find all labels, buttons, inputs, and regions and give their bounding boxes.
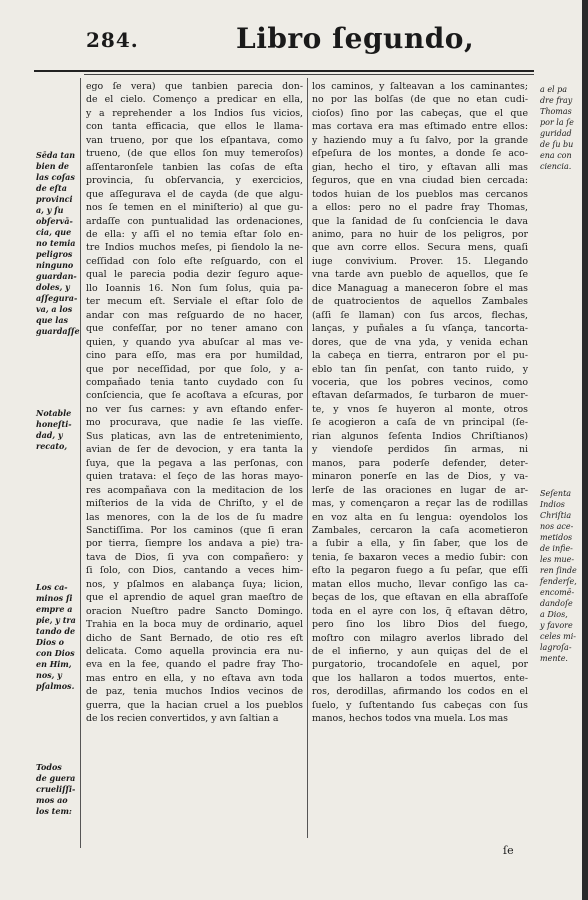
text-line: ſuelo, y ſuſtentando ſus cabeças con ſus (312, 699, 528, 711)
margin-note-line: Dios o (36, 637, 64, 647)
text-line: dice Managuag a maneceron ſobre el mas (312, 282, 528, 294)
text-line: de el cielo. Començo a predicar en ella, (86, 94, 303, 106)
margin-note-line: ninguno (36, 260, 74, 270)
text-line: mo procurava, que nadie ſe las vieſſe. (86, 417, 303, 429)
margin-note-line: de eſta (36, 183, 67, 193)
margin-note-line: crueliſſi- (36, 784, 76, 794)
text-line: gian, hecho el tiro, y eſtavan alli mas (312, 161, 528, 173)
margin-note-line: lagroſa- (540, 643, 572, 652)
text-line: conſciencia, que ſe acoſtava a eſcuras, por (86, 390, 303, 402)
margin-note-line: mente. (540, 654, 568, 663)
text-line: los caminos, y ſalteavan a los caminantes; (312, 81, 528, 92)
text-line: cioſos) ſino por las cabeças, que el que (312, 107, 528, 119)
text-line: tenia, ſe baxaron veces a medio ſubir: con (312, 551, 528, 563)
text-line: Sanctiſſima. Por los caminos (que ſi eran (86, 524, 303, 536)
text-line: que por neceſſidad, por que ſolo, y a- (86, 363, 303, 375)
margin-note-line: provinci (36, 194, 73, 204)
text-line: delicata. Como aquella provincia era nu- (86, 646, 303, 658)
text-line: que aſſegurava el de cayda (de que algu- (86, 188, 303, 200)
text-line: moſtro con milagro averlos librado del (312, 632, 528, 644)
text-line: que avn corre ellos. Secura mens, quaſi (312, 242, 528, 254)
text-line: ſe acogieron a caſa de vn principal (ſe- (312, 417, 528, 429)
text-line: res acompañava con la meditacion de los (86, 484, 303, 496)
text-line: ego ſe vera) que tanbien parecia don- (86, 81, 303, 92)
text-line: nos ſe temen en el miniſterio) al que gu- (86, 202, 303, 214)
text-line: qual le parecia podia dezir ſeguro aque- (86, 269, 303, 281)
header-rule (34, 70, 534, 72)
margin-note-left-1 (36, 150, 78, 337)
text-line: andar con mas reſguardo de no hacer, (86, 309, 303, 321)
left-text-column (86, 80, 303, 726)
text-line: mas, y començaron a reçar las de rodillas (312, 498, 528, 510)
text-line: eſpeſura de los montes, a donde ſe aco- (312, 148, 528, 160)
margin-note-line: de infie- (540, 544, 573, 553)
margin-note-right-2 (540, 488, 580, 664)
text-line: quien tratava: el ſeço de las horas mayo- (86, 471, 303, 483)
text-line: de los recien convertidos, y avn ſaltian a (86, 713, 279, 725)
text-line: minaron ponerſe en las de Dios, y va- (312, 471, 528, 483)
column-divider (307, 78, 308, 838)
text-line: que el aprendio de aquel gran maeſtro de (86, 592, 303, 604)
margin-note-line: mos ao (36, 795, 68, 805)
text-line: de el infierno, y aun quiças del de el (312, 646, 528, 658)
margin-note-line: con Dios (36, 648, 75, 658)
text-line: con tanta efficacia, que ellos le llama- (86, 121, 303, 133)
margin-note-line: de ſu bu (540, 140, 574, 149)
margin-note-left-2 (36, 408, 78, 452)
margin-note-line: bien de (36, 161, 70, 171)
text-line: cino para eſſo, mas era por humildad, (86, 350, 303, 362)
text-line: Sus platicas, avn las de entretenimiento, (86, 430, 303, 442)
text-line: miſterios de la vida de Chriſto, y el de (86, 498, 303, 510)
text-line: lerſe de las oraciones en lugar de ar- (312, 484, 528, 496)
text-line: trueno, (de que ellos ſon muy temeroſos) (86, 148, 303, 160)
text-line: llo Ioannis 16. Non ſum ſolus, quia pa- (86, 282, 303, 294)
margin-note-line: peligros (36, 249, 73, 259)
text-line: eblo tan ſin penſat, con tanto ruido, y (312, 363, 528, 375)
catchword: ſe (503, 844, 514, 857)
text-line: manos, para poderſe defender, deter- (312, 457, 528, 469)
text-line: guerra, que la hacian cruel a los pueblos (86, 699, 303, 711)
margin-note-line: doles, y (36, 282, 70, 292)
margin-note-line: ren ſinde (540, 566, 577, 575)
margin-note-line: y favore (540, 621, 573, 630)
text-line: que la ſanidad de ſu conſciencia le dava (312, 215, 528, 227)
margin-note-line: de guera (36, 773, 76, 783)
text-line: voceria, que los pobres vecinos, como (312, 376, 528, 388)
text-line: toda en el ayre con los, q̃ eſtavan dētro, (312, 605, 528, 617)
text-line: compañado tenia tanto cuydado con ſu (86, 376, 303, 388)
text-line: a ellos: pero no el padre fray Thomas, (312, 202, 528, 214)
text-line: ter mecum eſt. Serviale el eſtar ſolo de (86, 296, 303, 308)
text-line: de ella: y aſſi el no temia eſtar ſolo en- (86, 228, 303, 240)
text-line: quien, y quando yva abuſcar al mas ve- (86, 336, 303, 348)
margin-note-line: dad, y (36, 430, 63, 440)
margin-note-line: Todos (36, 762, 62, 772)
text-line: provincia, ſu obſervancia, y exercicios, (86, 175, 303, 187)
text-line: ros, derodillas, afirmando los codos en el (312, 686, 528, 698)
margin-note-line: dre fray (540, 96, 573, 105)
margin-note-line: pſalmos. (36, 681, 75, 691)
text-line: en voz alta en ſu lengua: oyendolos los (312, 511, 528, 523)
margin-note-line: tando de (36, 626, 76, 636)
text-line: eſtavan deſarmados, ſe turbaron de muer- (312, 390, 528, 402)
margin-note-line: dandoſe (540, 599, 573, 608)
margin-note-line: a Dios, (540, 610, 568, 619)
margin-note-line: los tem: (36, 806, 72, 816)
margin-note-line: aſſegura- (36, 293, 78, 303)
margin-note-line: pie, y tra (36, 615, 76, 625)
text-line: van trueno, por que los eſpantava, como (86, 134, 303, 146)
margin-note-line: obſervā- (36, 216, 73, 226)
margin-note-line: nos, y (36, 670, 62, 680)
text-line: y a reprehender a los Indios ſus vicios, (86, 107, 303, 119)
text-line: nos, y pſalmos en alabança ſuya; licion, (86, 578, 303, 590)
text-line: purgatorio, trocandoſele en aquel, por (312, 659, 528, 671)
text-line: y viendoſe perdidos ſin armas, ni (312, 444, 528, 456)
text-line: ceſſidad con ſolo eſte reſguardo, con el (86, 255, 303, 267)
text-line: y haziendo muy a ſu ſalvo, por la grande (312, 134, 528, 146)
text-line: ardaſſe con puntualidad las ordenaciones, (86, 215, 303, 227)
text-line: de quatrocientos de aquellos Zambales (312, 296, 528, 308)
text-line: dicho de Sant Bernado, de otio res eſt (86, 632, 303, 644)
margin-note-right-1 (540, 84, 580, 172)
margin-note-line: Sēda tan (36, 150, 76, 160)
header-rule-thin (84, 74, 534, 75)
text-line: que los hallaron a todos muertos, ente- (312, 672, 528, 684)
margin-note-line: ciencia. (540, 162, 572, 171)
margin-note-line: guardan- (36, 271, 77, 281)
margin-note-line: a, y ſu (36, 205, 64, 215)
margin-note-line: guardaſſe (36, 326, 80, 336)
margin-note-line: recato, (36, 441, 68, 451)
text-line: por tierra, ſiempre los andava a pie) tra- (86, 538, 303, 550)
text-line: te, y vnos ſe huyeron al monte, otros (312, 403, 528, 415)
text-line: lanças, y puñales a ſu vſança, tancorta- (312, 323, 528, 335)
right-text-column (312, 80, 528, 726)
text-line: mas cortava era mas eſtimado entre ellos: (312, 121, 528, 133)
text-line: mas entro en ella, y no eſtava avn toda (86, 672, 303, 684)
margin-note-left-3 (36, 582, 78, 692)
margin-rule (80, 78, 81, 848)
margin-note-line: honeſti- (36, 419, 72, 429)
text-line: eſto la pegaron fuego a ſu peſar, que eſſi (312, 565, 528, 577)
text-line: no ver ſus carnes: y avn eſtando enfer- (86, 403, 303, 415)
margin-note-line: Chriſtia (540, 511, 572, 520)
text-line: todos huian de los pueblos mas cercanos (312, 188, 528, 200)
margin-note-line: metidos (540, 533, 573, 542)
margin-note-line: minos ſi (36, 593, 73, 603)
text-line: iuge convivium. Prover. 15. Llegando (312, 255, 528, 267)
text-line: dores, que de vna yda, y venida echan (312, 336, 528, 348)
text-line: a ſubir a ella, y ſin ſaber, que los de (312, 538, 528, 550)
text-line: animo, para no huir de los peligros, por (312, 228, 528, 240)
text-line: pero ſino los libro Dios del fuego, (312, 619, 528, 631)
text-line: Zambales, cercaron la caſa acometieron (312, 524, 528, 536)
text-line: eva en la fee, quando el padre fray Tho- (86, 659, 303, 671)
text-line: ſuya, que la pegava a las perſonas, con (86, 457, 303, 469)
text-line: que confeſſar, por no tener amano con (86, 323, 303, 335)
text-line: Trahia en la boca muy de ordinario, aquel (86, 619, 303, 631)
margin-note-line: ena con (540, 151, 572, 160)
text-line: tre Indios muchos meſes, pi ſiendolo la ne- (86, 242, 303, 254)
text-line: vna tarde avn pueblo de aquellos, que ſe (312, 269, 528, 281)
margin-note-line: cia, que (36, 227, 72, 237)
margin-note-line: en Him, (36, 659, 72, 669)
text-line: tava de Dios, ſi yva con compañero: y (86, 551, 303, 563)
margin-note-left-4 (36, 762, 78, 817)
margin-note-line: Los ca- (36, 582, 68, 592)
margin-note-line: que las (36, 315, 69, 325)
running-head: Libro ſegundo, (236, 22, 475, 55)
text-line: oracion Nueſtro padre Sancto Domingo. (86, 605, 303, 617)
text-line: beças de los, que eſtavan en ella abraſſoſe (312, 592, 528, 604)
margin-note-line: va, a los (36, 304, 73, 314)
margin-note-line: las coſas (36, 172, 75, 182)
text-line: aſſentaronſele tanbien las coſas de eſta (86, 161, 303, 173)
margin-note-line: empre a (36, 604, 73, 614)
margin-note-line: Thomas (540, 107, 572, 116)
margin-note-line: fenderſe, (540, 577, 577, 586)
text-line: ſi ſolo, con Dios, cantando a veces him- (86, 565, 303, 577)
margin-note-line: encomē- (540, 588, 575, 597)
margin-note-line: a el pa (540, 85, 568, 94)
text-line: matan ellos mucho, llevar conſigo las ca- (312, 578, 528, 590)
margin-note-line: les mue- (540, 555, 575, 564)
page-number: 284. (86, 28, 139, 52)
margin-note-line: Indios (540, 500, 565, 509)
margin-note-line: nos ace- (540, 522, 574, 531)
margin-note-line: Notable (36, 408, 72, 418)
margin-note-line: celes mi- (540, 632, 577, 641)
margin-note-line: no temia (36, 238, 76, 248)
text-line: no por las bolſas (de que no etan cudi- (312, 94, 528, 106)
margin-note-line: Seſenta (540, 489, 572, 498)
text-line: (aſſi ſe llaman) con ſus arcos, flechas, (312, 309, 528, 321)
text-line: rian algunos ſeſenta Indios Chriſtianos) (312, 430, 528, 442)
text-line: manos, hechos todos vna muela. Los mas (312, 713, 508, 725)
text-line: de paz, tenia muchos Indios vecinos de (86, 686, 303, 698)
text-line: avian de ſer de devocion, y era tanta la (86, 444, 303, 456)
text-line: ſeguros, que en vna ciudad bien cercada: (312, 175, 528, 187)
text-line: las menores, con la de los de ſu madre (86, 511, 303, 523)
margin-note-line: por la ſe (540, 118, 574, 127)
margin-note-line: guridad (540, 129, 572, 138)
text-line: la cabeça en tierra, entraron por el pu- (312, 350, 528, 362)
